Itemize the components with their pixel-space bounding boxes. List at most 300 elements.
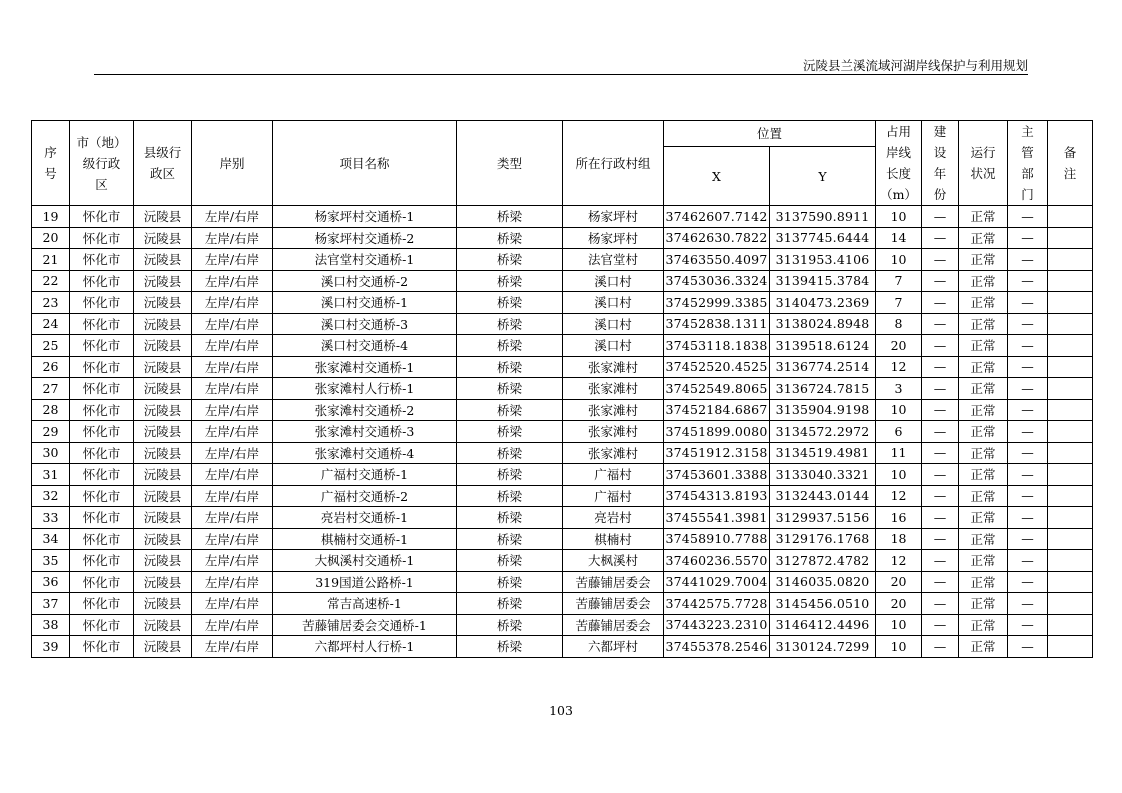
cell-seq: 29 bbox=[32, 421, 70, 443]
cell-dept: — bbox=[1008, 292, 1048, 314]
cell-project-name: 广福村交通桥-2 bbox=[273, 485, 457, 507]
cell-year: — bbox=[922, 442, 959, 464]
cell-y: 3132443.0144 bbox=[770, 485, 876, 507]
cell-note bbox=[1048, 227, 1093, 249]
cell-project-name: 六都坪村人行桥-1 bbox=[273, 636, 457, 658]
cell-y: 3139415.3784 bbox=[770, 270, 876, 292]
cell-year: — bbox=[922, 399, 959, 421]
table-row bbox=[32, 464, 1093, 486]
cell-bank: 左岸/右岸 bbox=[192, 464, 273, 486]
header-city: 市（地） 级行政 区 bbox=[70, 121, 134, 206]
cell-note bbox=[1048, 571, 1093, 593]
cell-status: 正常 bbox=[959, 249, 1008, 271]
cell-y: 3146035.0820 bbox=[770, 571, 876, 593]
cell-dept: — bbox=[1008, 249, 1048, 271]
cell-county: 沅陵县 bbox=[134, 528, 192, 550]
table-row bbox=[32, 485, 1093, 507]
cell-county: 沅陵县 bbox=[134, 507, 192, 529]
cell-x: 37452520.4525 bbox=[664, 356, 770, 378]
cell-county: 沅陵县 bbox=[134, 399, 192, 421]
cell-x: 37462630.7822 bbox=[664, 227, 770, 249]
cell-dept: — bbox=[1008, 550, 1048, 572]
header-village: 所在行政村组 bbox=[563, 121, 664, 206]
cell-county: 沅陵县 bbox=[134, 614, 192, 636]
cell-year: — bbox=[922, 614, 959, 636]
cell-length: 10 bbox=[876, 249, 922, 271]
cell-bank: 左岸/右岸 bbox=[192, 227, 273, 249]
cell-note bbox=[1048, 292, 1093, 314]
cell-y: 3139518.6124 bbox=[770, 335, 876, 357]
cell-year: — bbox=[922, 292, 959, 314]
cell-seq: 20 bbox=[32, 227, 70, 249]
cell-dept: — bbox=[1008, 378, 1048, 400]
cell-county: 沅陵县 bbox=[134, 206, 192, 228]
cell-village: 棋楠村 bbox=[563, 528, 664, 550]
cell-bank: 左岸/右岸 bbox=[192, 399, 273, 421]
cell-year: — bbox=[922, 249, 959, 271]
cell-seq: 23 bbox=[32, 292, 70, 314]
cell-type: 桥梁 bbox=[457, 313, 563, 335]
cell-county: 沅陵县 bbox=[134, 485, 192, 507]
cell-project-name: 溪口村交通桥-4 bbox=[273, 335, 457, 357]
cell-x: 37442575.7728 bbox=[664, 593, 770, 615]
cell-type: 桥梁 bbox=[457, 378, 563, 400]
cell-dept: — bbox=[1008, 485, 1048, 507]
cell-type: 桥梁 bbox=[457, 507, 563, 529]
cell-status: 正常 bbox=[959, 335, 1008, 357]
cell-bank: 左岸/右岸 bbox=[192, 356, 273, 378]
cell-dept: — bbox=[1008, 593, 1048, 615]
cell-dept: — bbox=[1008, 614, 1048, 636]
cell-seq: 33 bbox=[32, 507, 70, 529]
cell-bank: 左岸/右岸 bbox=[192, 270, 273, 292]
table-row bbox=[32, 356, 1093, 378]
cell-city: 怀化市 bbox=[70, 528, 134, 550]
cell-x: 37441029.7004 bbox=[664, 571, 770, 593]
cell-seq: 24 bbox=[32, 313, 70, 335]
cell-y: 3133040.3321 bbox=[770, 464, 876, 486]
cell-dept: — bbox=[1008, 464, 1048, 486]
cell-bank: 左岸/右岸 bbox=[192, 292, 273, 314]
cell-note bbox=[1048, 485, 1093, 507]
cell-x: 37452184.6867 bbox=[664, 399, 770, 421]
cell-length: 20 bbox=[876, 593, 922, 615]
cell-village: 张家滩村 bbox=[563, 442, 664, 464]
cell-village: 溪口村 bbox=[563, 313, 664, 335]
cell-status: 正常 bbox=[959, 485, 1008, 507]
river-bank-project-table bbox=[31, 120, 1093, 658]
cell-note bbox=[1048, 421, 1093, 443]
table-row bbox=[32, 442, 1093, 464]
cell-county: 沅陵县 bbox=[134, 249, 192, 271]
cell-x: 37462607.7142 bbox=[664, 206, 770, 228]
cell-bank: 左岸/右岸 bbox=[192, 249, 273, 271]
cell-status: 正常 bbox=[959, 292, 1008, 314]
cell-county: 沅陵县 bbox=[134, 378, 192, 400]
cell-x: 37453601.3388 bbox=[664, 464, 770, 486]
cell-city: 怀化市 bbox=[70, 593, 134, 615]
cell-x: 37452549.8065 bbox=[664, 378, 770, 400]
cell-dept: — bbox=[1008, 270, 1048, 292]
cell-type: 桥梁 bbox=[457, 614, 563, 636]
cell-note bbox=[1048, 378, 1093, 400]
page-header-title: 沅陵县兰溪流域河湖岸线保护与利用规划 bbox=[802, 58, 1028, 73]
cell-status: 正常 bbox=[959, 614, 1008, 636]
cell-length: 10 bbox=[876, 399, 922, 421]
cell-length: 6 bbox=[876, 421, 922, 443]
cell-village: 杨家坪村 bbox=[563, 206, 664, 228]
cell-length: 11 bbox=[876, 442, 922, 464]
cell-type: 桥梁 bbox=[457, 485, 563, 507]
cell-type: 桥梁 bbox=[457, 442, 563, 464]
cell-y: 3140473.2369 bbox=[770, 292, 876, 314]
cell-type: 桥梁 bbox=[457, 356, 563, 378]
cell-type: 桥梁 bbox=[457, 464, 563, 486]
cell-status: 正常 bbox=[959, 507, 1008, 529]
cell-project-name: 杨家坪村交通桥-2 bbox=[273, 227, 457, 249]
cell-dept: — bbox=[1008, 528, 1048, 550]
cell-note bbox=[1048, 206, 1093, 228]
cell-seq: 35 bbox=[32, 550, 70, 572]
cell-city: 怀化市 bbox=[70, 378, 134, 400]
cell-bank: 左岸/右岸 bbox=[192, 485, 273, 507]
cell-county: 沅陵县 bbox=[134, 270, 192, 292]
cell-type: 桥梁 bbox=[457, 227, 563, 249]
cell-dept: — bbox=[1008, 227, 1048, 249]
cell-bank: 左岸/右岸 bbox=[192, 528, 273, 550]
cell-bank: 左岸/右岸 bbox=[192, 571, 273, 593]
cell-year: — bbox=[922, 550, 959, 572]
cell-y: 3135904.9198 bbox=[770, 399, 876, 421]
cell-seq: 22 bbox=[32, 270, 70, 292]
cell-length: 12 bbox=[876, 485, 922, 507]
cell-county: 沅陵县 bbox=[134, 335, 192, 357]
cell-village: 苦藤铺居委会 bbox=[563, 593, 664, 615]
cell-village: 大枫溪村 bbox=[563, 550, 664, 572]
cell-bank: 左岸/右岸 bbox=[192, 614, 273, 636]
cell-note bbox=[1048, 550, 1093, 572]
table-row bbox=[32, 313, 1093, 335]
cell-project-name: 张家滩村交通桥-1 bbox=[273, 356, 457, 378]
table-row bbox=[32, 593, 1093, 615]
table-row bbox=[32, 335, 1093, 357]
cell-village: 张家滩村 bbox=[563, 378, 664, 400]
cell-y: 3136724.7815 bbox=[770, 378, 876, 400]
cell-bank: 左岸/右岸 bbox=[192, 550, 273, 572]
header-y: Y bbox=[770, 147, 876, 206]
cell-seq: 34 bbox=[32, 528, 70, 550]
cell-dept: — bbox=[1008, 571, 1048, 593]
cell-status: 正常 bbox=[959, 206, 1008, 228]
header-dept: 主 管 部 门 bbox=[1008, 121, 1048, 206]
cell-length: 12 bbox=[876, 356, 922, 378]
cell-bank: 左岸/右岸 bbox=[192, 421, 273, 443]
cell-seq: 31 bbox=[32, 464, 70, 486]
cell-project-name: 张家滩村交通桥-2 bbox=[273, 399, 457, 421]
cell-dept: — bbox=[1008, 507, 1048, 529]
cell-type: 桥梁 bbox=[457, 528, 563, 550]
cell-type: 桥梁 bbox=[457, 249, 563, 271]
cell-note bbox=[1048, 528, 1093, 550]
cell-county: 沅陵县 bbox=[134, 593, 192, 615]
cell-county: 沅陵县 bbox=[134, 571, 192, 593]
table-row bbox=[32, 249, 1093, 271]
cell-type: 桥梁 bbox=[457, 593, 563, 615]
table-row bbox=[32, 399, 1093, 421]
cell-x: 37455378.2546 bbox=[664, 636, 770, 658]
cell-city: 怀化市 bbox=[70, 636, 134, 658]
cell-status: 正常 bbox=[959, 571, 1008, 593]
cell-length: 10 bbox=[876, 636, 922, 658]
cell-x: 37455541.3981 bbox=[664, 507, 770, 529]
cell-type: 桥梁 bbox=[457, 270, 563, 292]
cell-city: 怀化市 bbox=[70, 206, 134, 228]
header-length: 占用 岸线 长度 （m） bbox=[876, 121, 922, 206]
cell-type: 桥梁 bbox=[457, 335, 563, 357]
cell-x: 37454313.8193 bbox=[664, 485, 770, 507]
cell-length: 14 bbox=[876, 227, 922, 249]
cell-bank: 左岸/右岸 bbox=[192, 636, 273, 658]
cell-status: 正常 bbox=[959, 227, 1008, 249]
cell-project-name: 张家滩村交通桥-3 bbox=[273, 421, 457, 443]
cell-y: 3146412.4496 bbox=[770, 614, 876, 636]
cell-year: — bbox=[922, 485, 959, 507]
cell-village: 广福村 bbox=[563, 485, 664, 507]
cell-x: 37453118.1838 bbox=[664, 335, 770, 357]
cell-city: 怀化市 bbox=[70, 550, 134, 572]
cell-y: 3137590.8911 bbox=[770, 206, 876, 228]
cell-county: 沅陵县 bbox=[134, 442, 192, 464]
cell-length: 10 bbox=[876, 206, 922, 228]
cell-note bbox=[1048, 399, 1093, 421]
cell-village: 溪口村 bbox=[563, 292, 664, 314]
cell-seq: 37 bbox=[32, 593, 70, 615]
cell-note bbox=[1048, 313, 1093, 335]
cell-city: 怀化市 bbox=[70, 464, 134, 486]
cell-status: 正常 bbox=[959, 636, 1008, 658]
cell-length: 20 bbox=[876, 571, 922, 593]
header-project-name: 项目名称 bbox=[273, 121, 457, 206]
cell-x: 37451899.0080 bbox=[664, 421, 770, 443]
cell-village: 六都坪村 bbox=[563, 636, 664, 658]
cell-city: 怀化市 bbox=[70, 442, 134, 464]
cell-year: — bbox=[922, 528, 959, 550]
cell-status: 正常 bbox=[959, 313, 1008, 335]
cell-x: 37452999.3385 bbox=[664, 292, 770, 314]
cell-county: 沅陵县 bbox=[134, 292, 192, 314]
cell-bank: 左岸/右岸 bbox=[192, 335, 273, 357]
header-position: 位置 bbox=[664, 121, 876, 147]
cell-city: 怀化市 bbox=[70, 356, 134, 378]
cell-county: 沅陵县 bbox=[134, 356, 192, 378]
cell-seq: 27 bbox=[32, 378, 70, 400]
cell-project-name: 溪口村交通桥-3 bbox=[273, 313, 457, 335]
table-row bbox=[32, 292, 1093, 314]
cell-length: 3 bbox=[876, 378, 922, 400]
header-status: 运行 状况 bbox=[959, 121, 1008, 206]
cell-year: — bbox=[922, 507, 959, 529]
table-row bbox=[32, 378, 1093, 400]
cell-project-name: 棋楠村交通桥-1 bbox=[273, 528, 457, 550]
cell-city: 怀化市 bbox=[70, 507, 134, 529]
cell-city: 怀化市 bbox=[70, 270, 134, 292]
cell-length: 12 bbox=[876, 550, 922, 572]
cell-year: — bbox=[922, 464, 959, 486]
cell-x: 37443223.2310 bbox=[664, 614, 770, 636]
header-bank: 岸别 bbox=[192, 121, 273, 206]
cell-x: 37453036.3324 bbox=[664, 270, 770, 292]
table-row bbox=[32, 528, 1093, 550]
cell-project-name: 法官堂村交通桥-1 bbox=[273, 249, 457, 271]
cell-seq: 39 bbox=[32, 636, 70, 658]
cell-seq: 19 bbox=[32, 206, 70, 228]
cell-note bbox=[1048, 249, 1093, 271]
cell-type: 桥梁 bbox=[457, 421, 563, 443]
cell-type: 桥梁 bbox=[457, 292, 563, 314]
cell-city: 怀化市 bbox=[70, 421, 134, 443]
cell-village: 张家滩村 bbox=[563, 421, 664, 443]
cell-county: 沅陵县 bbox=[134, 636, 192, 658]
table-row bbox=[32, 571, 1093, 593]
table-row bbox=[32, 507, 1093, 529]
cell-year: — bbox=[922, 227, 959, 249]
cell-y: 3129937.5156 bbox=[770, 507, 876, 529]
cell-y: 3131953.4106 bbox=[770, 249, 876, 271]
cell-village: 张家滩村 bbox=[563, 356, 664, 378]
table-row bbox=[32, 270, 1093, 292]
cell-village: 广福村 bbox=[563, 464, 664, 486]
cell-county: 沅陵县 bbox=[134, 313, 192, 335]
cell-note bbox=[1048, 442, 1093, 464]
cell-seq: 32 bbox=[32, 485, 70, 507]
cell-status: 正常 bbox=[959, 421, 1008, 443]
cell-bank: 左岸/右岸 bbox=[192, 593, 273, 615]
cell-village: 杨家坪村 bbox=[563, 227, 664, 249]
cell-note bbox=[1048, 593, 1093, 615]
cell-note bbox=[1048, 356, 1093, 378]
cell-project-name: 溪口村交通桥-2 bbox=[273, 270, 457, 292]
cell-year: — bbox=[922, 636, 959, 658]
cell-status: 正常 bbox=[959, 442, 1008, 464]
cell-year: — bbox=[922, 356, 959, 378]
cell-status: 正常 bbox=[959, 593, 1008, 615]
cell-project-name: 苦藤铺居委会交通桥-1 bbox=[273, 614, 457, 636]
table-row bbox=[32, 206, 1093, 228]
cell-length: 8 bbox=[876, 313, 922, 335]
header-rule bbox=[94, 74, 1028, 75]
cell-project-name: 张家滩村交通桥-4 bbox=[273, 442, 457, 464]
table-row bbox=[32, 227, 1093, 249]
cell-year: — bbox=[922, 571, 959, 593]
cell-length: 7 bbox=[876, 292, 922, 314]
cell-note bbox=[1048, 335, 1093, 357]
cell-y: 3130124.7299 bbox=[770, 636, 876, 658]
table-row bbox=[32, 550, 1093, 572]
cell-project-name: 大枫溪村交通桥-1 bbox=[273, 550, 457, 572]
cell-x: 37452838.1311 bbox=[664, 313, 770, 335]
page-number: 103 bbox=[549, 703, 573, 718]
table-body bbox=[32, 206, 1093, 658]
cell-year: — bbox=[922, 270, 959, 292]
header-type: 类型 bbox=[457, 121, 563, 206]
cell-seq: 25 bbox=[32, 335, 70, 357]
cell-city: 怀化市 bbox=[70, 227, 134, 249]
cell-year: — bbox=[922, 378, 959, 400]
header-note: 备 注 bbox=[1048, 121, 1093, 206]
cell-year: — bbox=[922, 421, 959, 443]
cell-bank: 左岸/右岸 bbox=[192, 378, 273, 400]
cell-village: 张家滩村 bbox=[563, 399, 664, 421]
cell-note bbox=[1048, 270, 1093, 292]
cell-county: 沅陵县 bbox=[134, 421, 192, 443]
cell-bank: 左岸/右岸 bbox=[192, 206, 273, 228]
cell-note bbox=[1048, 636, 1093, 658]
cell-x: 37463550.4097 bbox=[664, 249, 770, 271]
cell-dept: — bbox=[1008, 399, 1048, 421]
cell-seq: 36 bbox=[32, 571, 70, 593]
cell-y: 3136774.2514 bbox=[770, 356, 876, 378]
cell-city: 怀化市 bbox=[70, 292, 134, 314]
cell-bank: 左岸/右岸 bbox=[192, 442, 273, 464]
cell-village: 亮岩村 bbox=[563, 507, 664, 529]
cell-city: 怀化市 bbox=[70, 399, 134, 421]
cell-county: 沅陵县 bbox=[134, 227, 192, 249]
cell-project-name: 杨家坪村交通桥-1 bbox=[273, 206, 457, 228]
cell-type: 桥梁 bbox=[457, 206, 563, 228]
cell-status: 正常 bbox=[959, 356, 1008, 378]
cell-project-name: 319国道公路桥-1 bbox=[273, 571, 457, 593]
cell-y: 3134519.4981 bbox=[770, 442, 876, 464]
cell-bank: 左岸/右岸 bbox=[192, 313, 273, 335]
cell-length: 10 bbox=[876, 614, 922, 636]
cell-seq: 21 bbox=[32, 249, 70, 271]
cell-city: 怀化市 bbox=[70, 485, 134, 507]
cell-status: 正常 bbox=[959, 399, 1008, 421]
cell-length: 10 bbox=[876, 464, 922, 486]
cell-type: 桥梁 bbox=[457, 399, 563, 421]
cell-x: 37458910.7788 bbox=[664, 528, 770, 550]
cell-y: 3138024.8948 bbox=[770, 313, 876, 335]
cell-project-name: 常吉高速桥-1 bbox=[273, 593, 457, 615]
cell-dept: — bbox=[1008, 636, 1048, 658]
cell-status: 正常 bbox=[959, 464, 1008, 486]
cell-year: — bbox=[922, 206, 959, 228]
table-row bbox=[32, 614, 1093, 636]
cell-year: — bbox=[922, 593, 959, 615]
table-row bbox=[32, 636, 1093, 658]
cell-city: 怀化市 bbox=[70, 249, 134, 271]
cell-city: 怀化市 bbox=[70, 571, 134, 593]
cell-seq: 28 bbox=[32, 399, 70, 421]
cell-seq: 30 bbox=[32, 442, 70, 464]
header-county: 县级行 政区 bbox=[134, 121, 192, 206]
cell-y: 3127872.4782 bbox=[770, 550, 876, 572]
cell-note bbox=[1048, 614, 1093, 636]
cell-note bbox=[1048, 507, 1093, 529]
cell-y: 3129176.1768 bbox=[770, 528, 876, 550]
cell-length: 18 bbox=[876, 528, 922, 550]
cell-dept: — bbox=[1008, 313, 1048, 335]
cell-type: 桥梁 bbox=[457, 571, 563, 593]
cell-dept: — bbox=[1008, 356, 1048, 378]
cell-city: 怀化市 bbox=[70, 313, 134, 335]
cell-village: 溪口村 bbox=[563, 270, 664, 292]
cell-county: 沅陵县 bbox=[134, 550, 192, 572]
cell-year: — bbox=[922, 313, 959, 335]
cell-project-name: 广福村交通桥-1 bbox=[273, 464, 457, 486]
cell-length: 20 bbox=[876, 335, 922, 357]
cell-status: 正常 bbox=[959, 378, 1008, 400]
